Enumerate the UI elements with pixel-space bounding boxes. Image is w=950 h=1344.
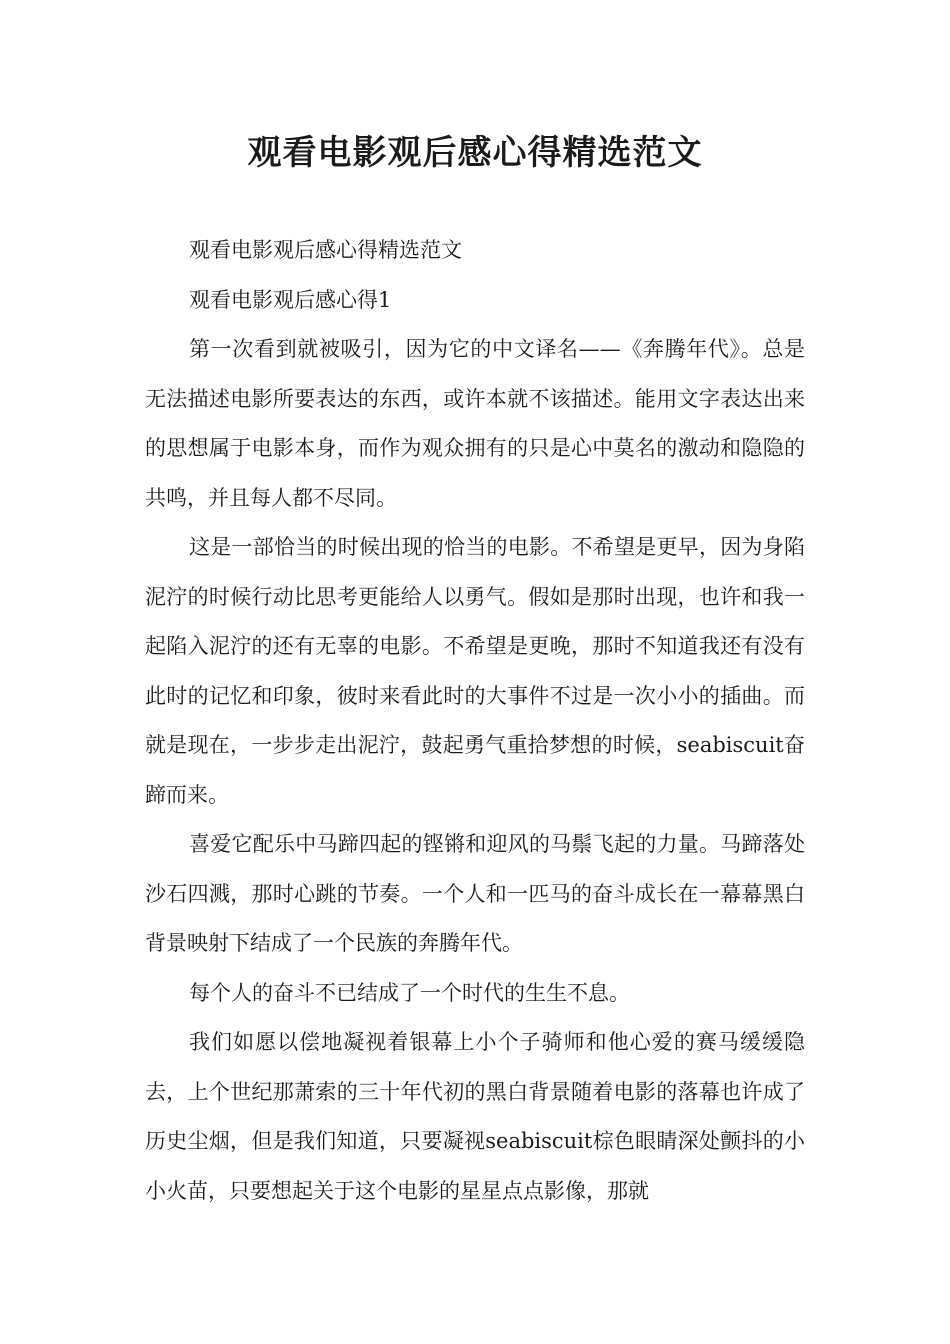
paragraph-section-heading: 观看电影观后感心得1 xyxy=(189,287,392,312)
paragraph: 这是一部恰当的时候出现的恰当的电影。不希望是更早，因为身陷泥泞的时候行动比思考更能给人以勇气。假如是那时出现，也许和我一起陷入泥泞的还有无辜的电影。不希望是更晚，那时不知道我还有没有此时的记忆和印象，彼时来看此时的大事件不过是一次小小的插曲。而就是现在，一步步走出泥泞，鼓起勇气重拾梦想的时候，seabiscuit奋蹄而来。 xyxy=(145,535,805,807)
paragraph: 第一次看到就被吸引，因为它的中文译名——《奔腾年代》。总是无法描述电影所要表达的东西，或许本就不该描述。能用文字表达出来的思想属于电影本身，而作为观众拥有的只是心中莫名的激动和隐隐的共鸣，并且每人都不尽同。 xyxy=(145,337,805,510)
paragraph: 每个人的奋斗不已结成了一个时代的生生不息。 xyxy=(189,980,630,1005)
document-title: 观看电影观后感心得精选范文 xyxy=(247,133,703,173)
paragraph: 喜爱它配乐中马蹄四起的铿锵和迎风的马鬃飞起的力量。马蹄落处沙石四溅，那时心跳的节奏。一个人和一匹马的奋斗成长在一幕幕黑白背景映射下结成了一个民族的奔腾年代。 xyxy=(145,832,805,955)
document-body xyxy=(145,226,805,1216)
paragraph: 我们如愿以偿地凝视着银幕上小个子骑师和他心爱的赛马缓缓隐去，上个世纪那萧索的三十年代初的黑白背景随着电影的落幕也许成了历史尘烟，但是我们知道，只要凝视seabiscuit棕色眼睛深处颤抖的小小火苗，只要想起关于这个电影的星星点点影像，那就 xyxy=(145,1030,805,1203)
paragraph-subtitle: 观看电影观后感心得精选范文 xyxy=(189,238,462,262)
